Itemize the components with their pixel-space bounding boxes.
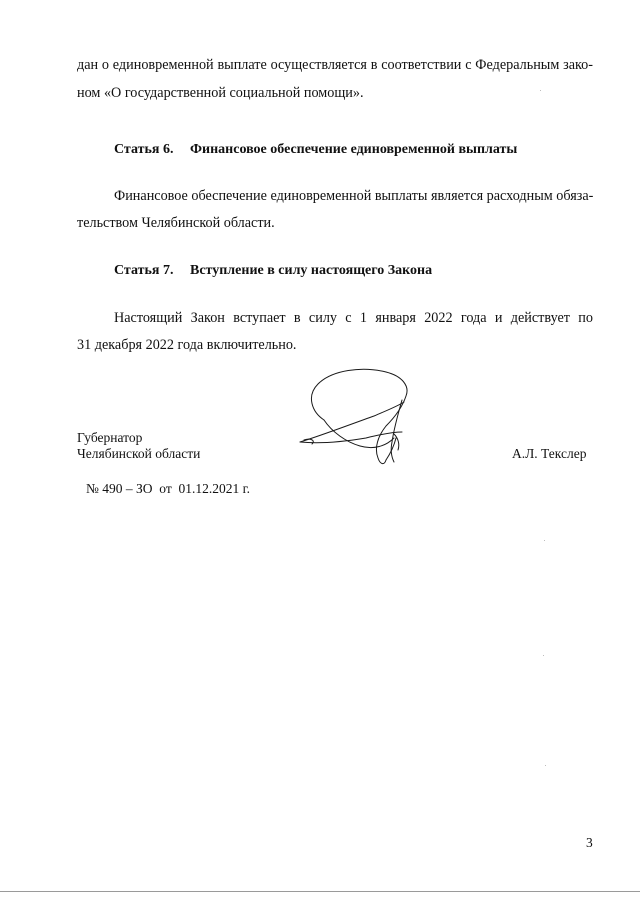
article-6-title: Финансовое обеспечение единовременной выплаты (190, 142, 518, 157)
article-6-text-line: Финансовое обеспечение единовременной выплаты является расходным обяза- (114, 188, 594, 204)
signatory-position: Губернатор (77, 430, 143, 445)
article-6-text-line: тельством Челябинской области. (77, 215, 275, 231)
scan-speck (543, 655, 544, 656)
handwritten-signature (290, 362, 420, 477)
page-number: 3 (586, 835, 593, 850)
paragraph-line: дан о единовременной выплате осуществляется в соответствии с Федеральным зако- (77, 57, 593, 73)
law-reference: № 490 – ЗО от 01.12.2021 г. (86, 481, 251, 496)
signatory-name: А.Л. Текслер (512, 446, 587, 461)
article-7-text-line: 31 декабря 2022 года включительно. (77, 337, 297, 353)
article-6-number: Статья 6. (114, 142, 174, 157)
scan-speck (545, 765, 546, 766)
scan-speck (544, 540, 545, 541)
scan-edge-line (0, 891, 640, 892)
paragraph-line: ном «О государственной социальной помощи». (77, 85, 364, 101)
article-7-title: Вступление в силу настоящего Закона (190, 263, 433, 278)
article-7-text-line: Настоящий Закон вступает в силу с 1 января 2022 года и действует по (114, 310, 593, 326)
signatory-region: Челябинской области (77, 446, 201, 461)
article-7-number: Статья 7. (114, 263, 174, 278)
scan-speck (540, 90, 541, 91)
